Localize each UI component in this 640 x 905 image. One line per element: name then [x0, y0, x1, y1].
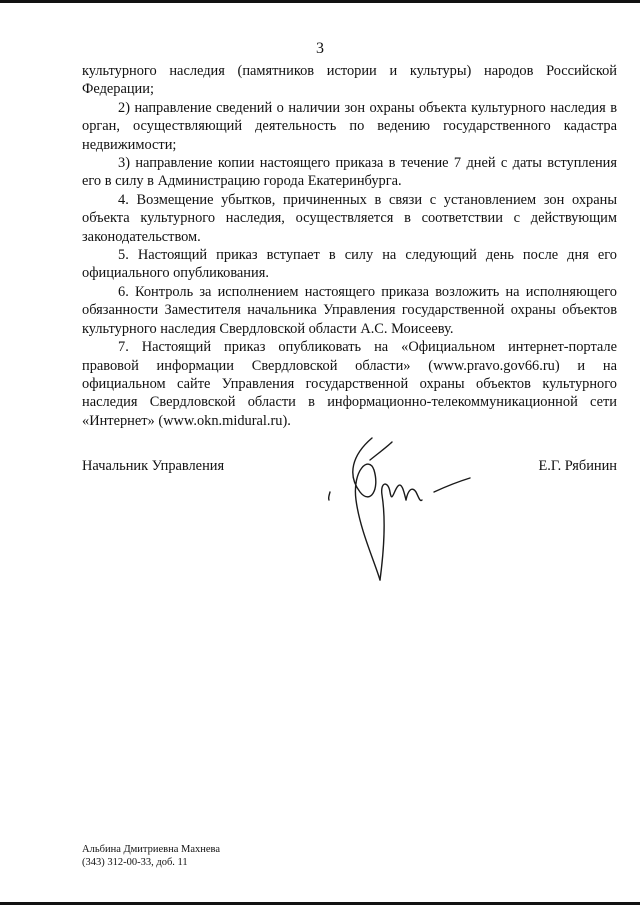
- executor-name: Альбина Дмитриевна Махнева: [82, 844, 221, 855]
- paragraph-item-2: 2) направление сведений о наличии зон охраны объекта культурного наследия в орган, осуществляющий деятельность по ведению государственного кадастра недвижимости;: [82, 99, 617, 153]
- paragraph-item-3: 3) направление копии настоящего приказа в течение 7 дней с даты вступления его в силу в Администрацию города Екатеринбурга.: [82, 155, 617, 190]
- paragraph-6: 6. Контроль за исполнением настоящего приказа возложить на исполняющего обязанности Заместителя начальника Управления государственной охраны объектов культурного наследия Свердловской области А.С. Моисееву.: [82, 283, 617, 337]
- paragraph-7: 7. Настоящий приказ опубликовать на «Официальном интернет-портале правовой информации Свердловской области» (www.pravo.gov66.ru) и на официальном сайте Управления государственной охраны объектов культурного наследия Свердловской области в информационно-телекоммуникационной сети «Интернет» (www.okn.midural.ru).: [82, 339, 617, 429]
- paragraph-continuation: культурного наследия (памятников истории и культуры) народов Российской Федерации;: [82, 63, 617, 98]
- signer-name: Е.Г. Рябинин: [538, 458, 617, 474]
- document-body: [82, 62, 617, 430]
- page-number: 3: [316, 40, 324, 57]
- signer-position: Начальник Управления: [82, 458, 225, 474]
- handwritten-signature: [322, 430, 482, 590]
- paragraph-4: 4. Возмещение убытков, причиненных в связи с установлением зон охраны объекта культурного наследия, осуществляется в соответствии с действующим законодательством.: [82, 191, 617, 245]
- paragraph-5: 5. Настоящий приказ вступает в силу на следующий день после дня его официального опубликования.: [82, 247, 617, 282]
- executor-footer: [82, 843, 220, 869]
- top-border-line: [0, 0, 640, 3]
- executor-phone: (343) 312-00-33, доб. 11: [82, 857, 188, 868]
